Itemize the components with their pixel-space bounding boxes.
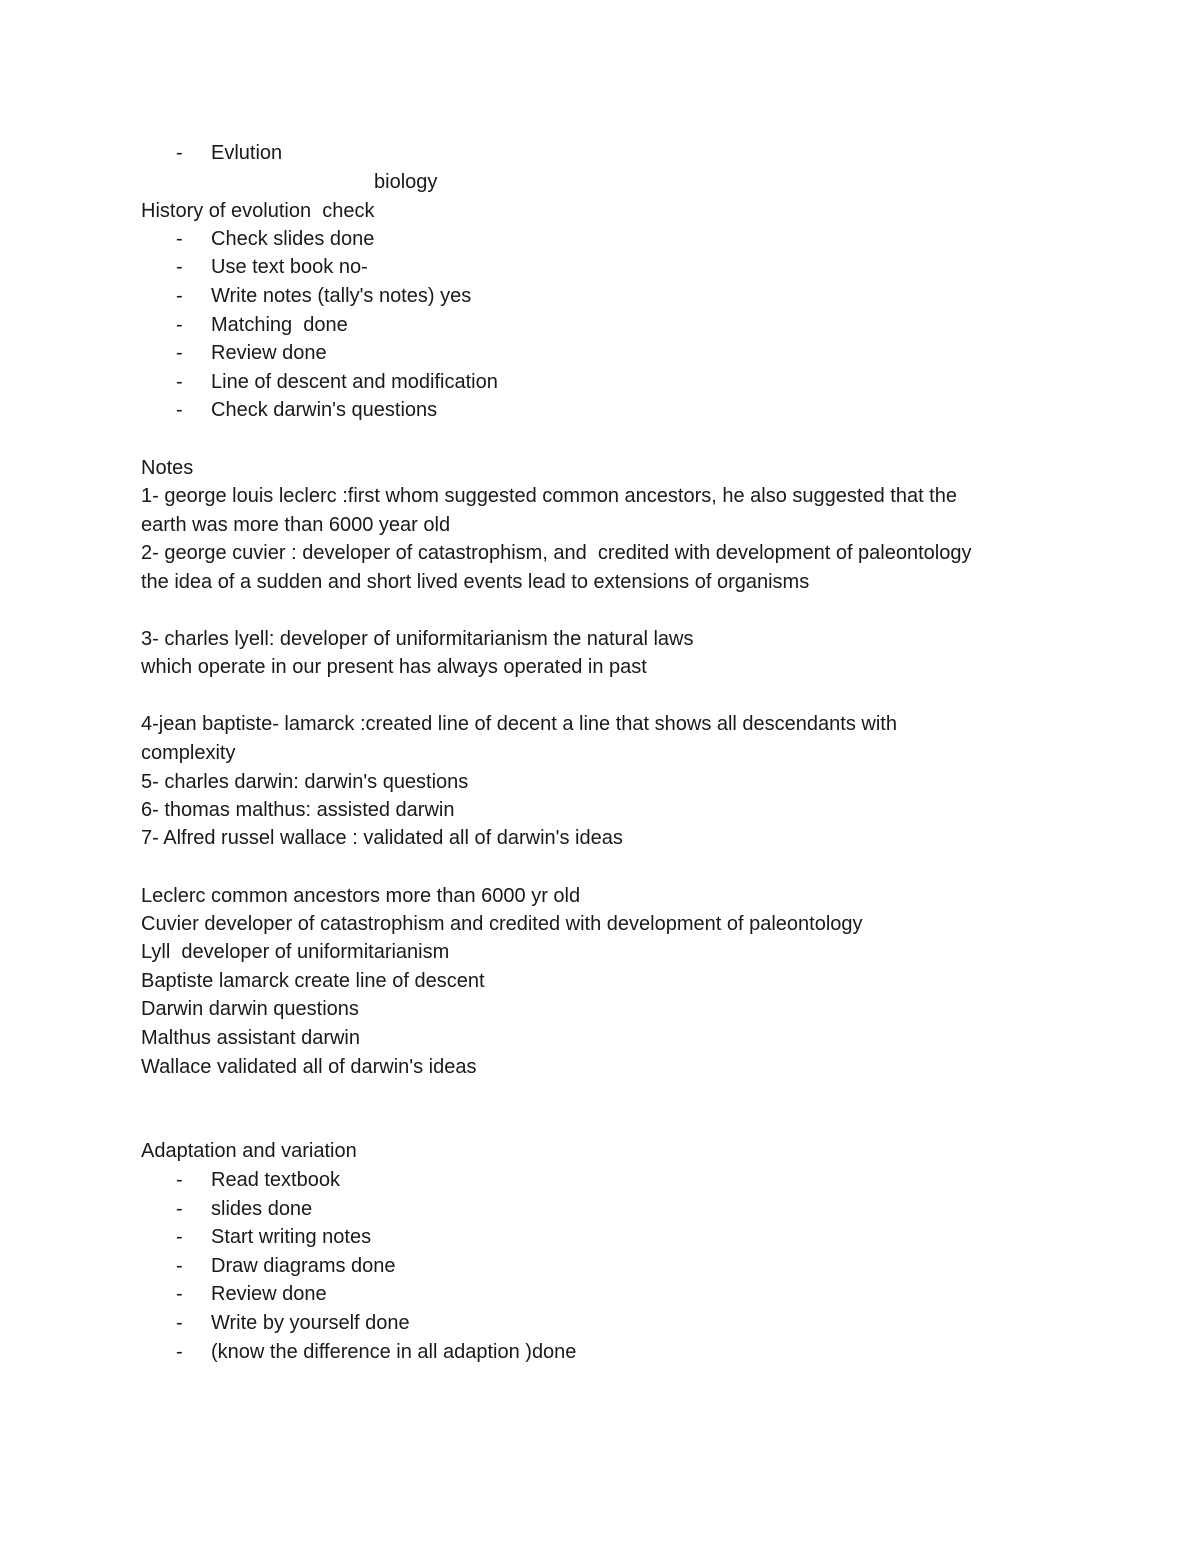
summary-line: Darwin darwin questions <box>141 998 359 1020</box>
top-item: Evlution <box>211 142 283 164</box>
bullet-dash: - <box>176 228 183 250</box>
checklist-item: Review done <box>211 1283 327 1305</box>
bullet-dash: - <box>176 1341 183 1363</box>
note-line: 1- george louis leclerc :first whom suggested common ancestors, he also suggested that the <box>141 485 957 507</box>
bullet-dash: - <box>176 342 183 364</box>
bullet-dash: - <box>176 371 183 393</box>
note-line: 5- charles darwin: darwin's questions <box>141 771 469 793</box>
note-line: 2- george cuvier : developer of catastrophism, and credited with development of paleontology <box>141 542 972 564</box>
checklist-item: Review done <box>211 342 327 364</box>
checklist-item: Use text book no- <box>211 256 368 278</box>
checklist-item: Matching done <box>211 314 348 336</box>
section2-heading: Adaptation and variation <box>141 1140 357 1162</box>
summary-line: Baptiste lamarck create line of descent <box>141 970 485 992</box>
note-line: the idea of a sudden and short lived events lead to extensions of organisms <box>141 571 810 593</box>
note-line: which operate in our present has always operated in past <box>141 656 647 678</box>
bullet-dash: - <box>176 1283 183 1305</box>
bullet-dash: - <box>176 285 183 307</box>
bullet-dash: - <box>176 314 183 336</box>
note-line: 6- thomas malthus: assisted darwin <box>141 799 455 821</box>
checklist-item: Line of descent and modification <box>211 371 498 393</box>
bullet-dash: - <box>176 1312 183 1334</box>
summary-line: Leclerc common ancestors more than 6000 yr old <box>141 885 581 907</box>
section1-heading: History of evolution check <box>141 200 375 222</box>
summary-line: Malthus assistant darwin <box>141 1027 360 1049</box>
bullet-dash: - <box>176 1255 183 1277</box>
bullet-dash: - <box>176 399 183 421</box>
note-line: 4-jean baptiste- lamarck :created line of decent a line that shows all descendants with <box>141 713 897 735</box>
checklist-item: (know the difference in all adaption )done <box>211 1341 577 1363</box>
summary-line: Lyll developer of uniformitarianism <box>141 941 450 963</box>
bullet-dash: - <box>176 1198 183 1220</box>
checklist-item: Draw diagrams done <box>211 1255 396 1277</box>
summary-line: Wallace validated all of darwin's ideas <box>141 1056 477 1078</box>
checklist-item: Read textbook <box>211 1169 340 1191</box>
note-line: 3- charles lyell: developer of uniformitarianism the natural laws <box>141 628 694 650</box>
summary-line: Cuvier developer of catastrophism and credited with development of paleontology <box>141 913 863 935</box>
bullet-dash: - <box>176 1169 183 1191</box>
checklist-item: Check slides done <box>211 228 375 250</box>
checklist-item: Check darwin's questions <box>211 399 438 421</box>
bullet-dash: - <box>176 1226 183 1248</box>
checklist-item: Start writing notes <box>211 1226 372 1248</box>
note-line: complexity <box>141 742 236 764</box>
note-line: 7- Alfred russel wallace : validated all of darwin's ideas <box>141 827 623 849</box>
subject-label: biology <box>374 171 438 193</box>
bullet-dash: - <box>176 256 183 278</box>
checklist-item: slides done <box>211 1198 313 1220</box>
notes-heading: Notes <box>141 457 194 479</box>
checklist-item: Write notes (tally's notes) yes <box>211 285 472 307</box>
bullet-dash: - <box>176 142 183 164</box>
note-line: earth was more than 6000 year old <box>141 514 451 536</box>
checklist-item: Write by yourself done <box>211 1312 410 1334</box>
